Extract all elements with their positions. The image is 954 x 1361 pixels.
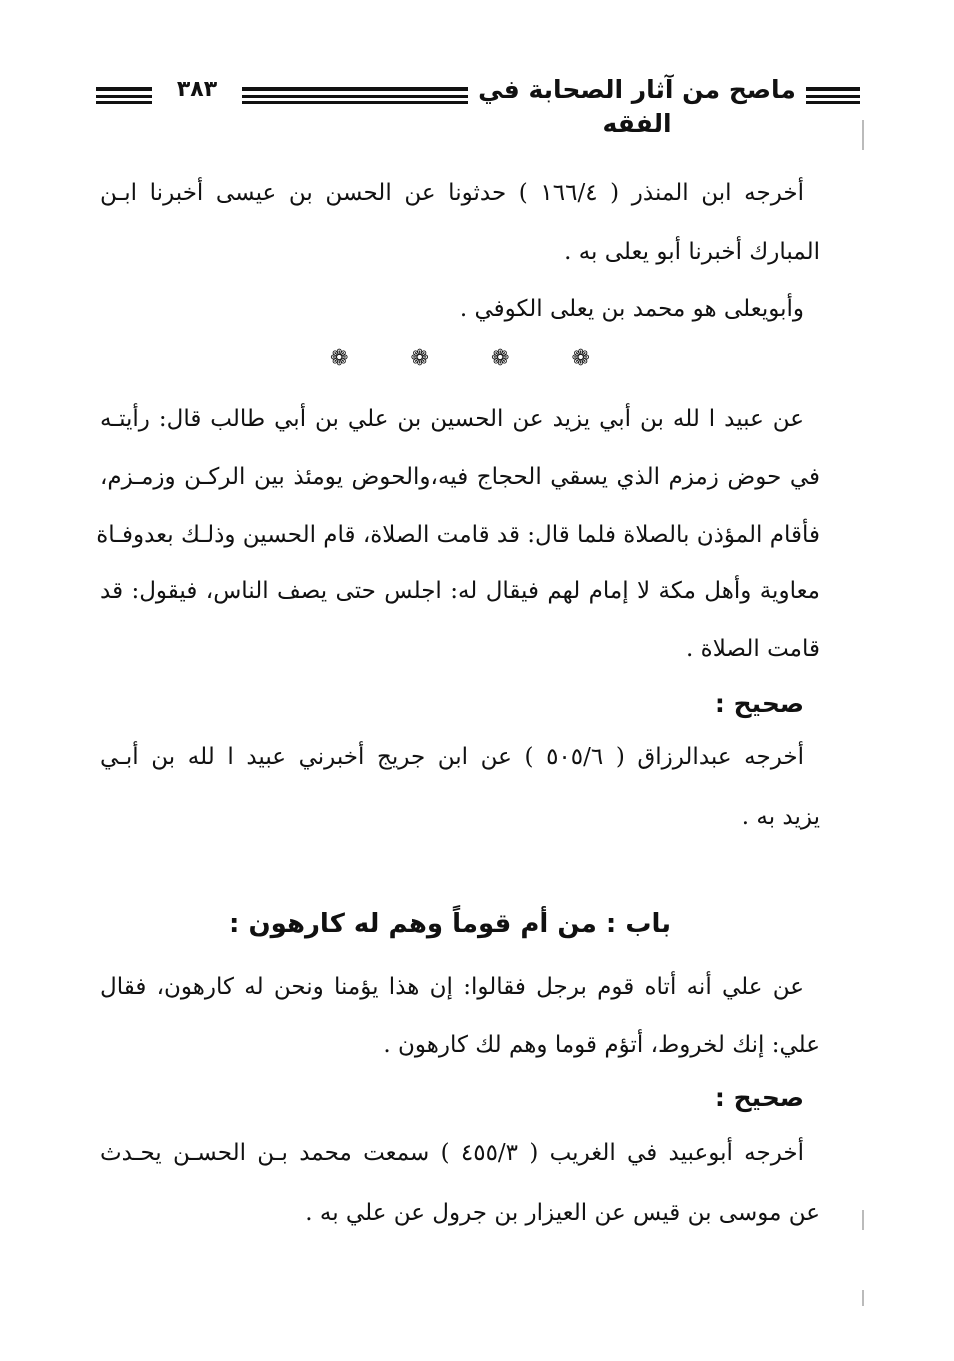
margin-mark [862, 120, 864, 150]
margin-mark [862, 1210, 864, 1230]
text-line: علي: إنك لخروط، أتؤم قوما وهم لك كارهون . [383, 1032, 820, 1058]
running-title: ماصح من آثار الصحابة في الفقه [478, 75, 796, 138]
source-line: أخرجه عبدالرزاق ( ٥٠٥/٦ ) عن ابن جريج أخبرني عبيد ا لله بن أبـي [100, 744, 805, 770]
text-line: المبارك أخبرنا أبو يعلى به . [564, 239, 820, 265]
source-line: يزيد به . [741, 804, 820, 830]
header-rule-middle [242, 87, 468, 104]
asterism-icon: ❁ [410, 346, 429, 371]
asterism-icon: ❁ [330, 346, 349, 371]
grade-heading: صحيح : [714, 1083, 804, 1112]
page-number: ٣٨٣ [176, 77, 218, 102]
text-line: أخرجه ابن المنذر ( ١٦٦/٤ ) حدثونا عن الحسن بن عيسى أخبرنا ابـن [100, 180, 804, 206]
asterism-icon: ❁ [491, 346, 510, 371]
chapter-title: باب : من أم قوماً وهم له كارهون : [229, 909, 671, 939]
grade-heading: صحيح : [714, 689, 804, 718]
header-rule-right [806, 87, 860, 104]
text-line: عن علي أنه أتاه قوم برجل فقالوا: إن هذا يؤمنا ونحن له كارهون، فقال [100, 974, 804, 1000]
text-line: في حوض زمزم الذي يسقي الحجاج فيه،والحوض يومئذ بين الركـن وزمـزم، [100, 464, 820, 490]
text-line: معاوية وأهل مكة لا إمام لهم فيقال له: اجلس حتى يصف الناس، فيقول: قد [100, 578, 820, 604]
text-line: عن عبيد ا لله بن أبي يزيد عن الحسين بن علي بن أبي طالب قال: رأيتـه [100, 406, 804, 432]
source-line: أخرجه أبوعبيد في الغريب ( ٤٥٥/٣ ) سمعت محمد بـن الحسـن يحـدث [100, 1140, 805, 1166]
margin-mark [862, 1290, 864, 1306]
section-separator [330, 344, 590, 374]
source-line: عن موسى بن قيس عن العيزار بن جرول عن علي به . [305, 1200, 820, 1226]
text-line: فأقام المؤذن بالصلاة فلما قال: قد قامت الصلاة، قام الحسين وذلـك بعدوفـاة [96, 522, 820, 548]
running-header [96, 75, 860, 138]
header-rule-left [96, 87, 152, 104]
asterism-icon: ❁ [571, 346, 590, 371]
text-line: وأبويعلى هو محمد بن يعلى الكوفي . [459, 296, 804, 322]
text-line: قامت الصلاة . [686, 636, 820, 662]
